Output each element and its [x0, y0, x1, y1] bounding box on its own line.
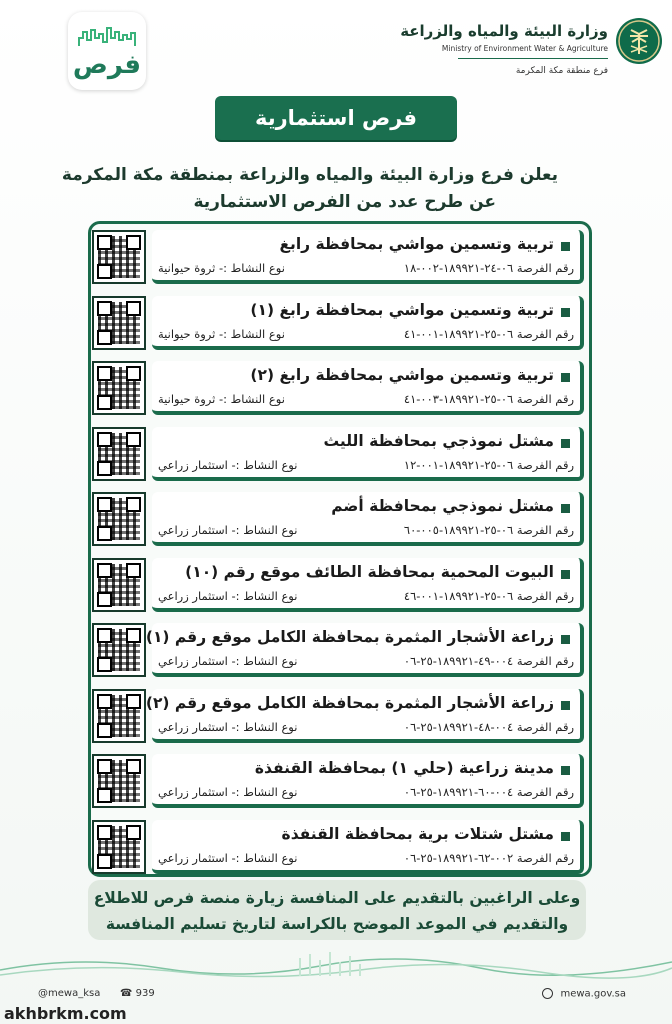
opportunity-activity: نوع النشاط :- استثمار زراعي [158, 654, 298, 668]
qr-code-icon[interactable] [92, 820, 146, 874]
qr-corner [97, 497, 112, 512]
qr-code-icon[interactable] [92, 623, 146, 677]
opportunity-info [145, 689, 584, 743]
bullet-icon [561, 439, 570, 448]
bullet-icon [561, 635, 570, 644]
opportunity-name: مشتل نموذجي بمحافظة الليث [323, 431, 554, 450]
opportunity-activity: نوع النشاط :- ثروة حيوانية [158, 261, 285, 275]
opportunity-activity: نوع النشاط :- ثروة حيوانية [158, 392, 285, 406]
opportunity-number: رقم الفرصة ٠٦-٢٤-١٨٩٩٢١-٠٠٢-١٨ [403, 261, 574, 275]
qr-code-icon[interactable] [92, 361, 146, 415]
skyline-icon [78, 26, 136, 48]
decorative-waves [0, 950, 672, 980]
opportunity-name: مدينة زراعية (حلي ١) بمحافظة القنفذة [254, 759, 554, 777]
opportunity-activity: نوع النشاط :- استثمار زراعي [158, 588, 298, 603]
intro-line-2: عن طرح عدد من الفرص الاستثمارية [193, 192, 496, 212]
opportunity-name: مشتل نموذجي بمحافظة أضم [331, 497, 554, 515]
qr-corner [126, 432, 141, 447]
opportunity-number: رقم الفرصة ٠٦-٢٥-١٨٩٩٢١-٠٠٣-٤١ [403, 392, 574, 406]
qr-corner [126, 301, 141, 316]
opportunity-card [92, 687, 586, 745]
opportunity-card [92, 425, 586, 483]
qr-corner [97, 854, 112, 869]
furas-logo-text: فرص [72, 50, 142, 80]
qr-corner [97, 366, 112, 381]
opportunity-name: البيوت المحمية بمحافظة الطائف موقع رقم (١٠) [185, 562, 554, 581]
qr-corner [126, 497, 141, 512]
opportunity-card [92, 752, 586, 810]
qr-corner [126, 366, 141, 381]
bullet-icon [561, 766, 570, 775]
opportunity-activity: نوع النشاط :- استثمار زراعي [158, 850, 298, 865]
divider [458, 58, 608, 59]
furas-logo [68, 12, 146, 90]
opportunity-card [92, 359, 586, 417]
branch-name: فرع منطقة مكة المكرمة [515, 66, 608, 76]
opportunity-info [152, 558, 584, 612]
opportunity-info [152, 754, 584, 808]
qr-corner [126, 235, 141, 250]
opportunity-number: رقم الفرصة ٠٠٤-٤٩-١٨٩٩٢١-٢٥-٠٦ [403, 654, 574, 668]
watermark: akhbrkm.com [4, 1004, 127, 1023]
qr-corner [97, 301, 112, 316]
qr-code-icon[interactable] [92, 230, 146, 284]
opportunity-name: تربية وتسمين مواشي بمحافظة رابغ [279, 235, 554, 253]
bullet-icon [561, 701, 570, 710]
page-title: فرص استثمارية [215, 96, 457, 140]
opportunity-name: تربية وتسمين مواشي بمحافظة رابغ (١) [250, 300, 554, 319]
opportunity-number: رقم الفرصة ٠٠٢-٦٢-١٨٩٩٢١-٢٥-٠٦ [403, 850, 574, 865]
palm-emblem-icon [616, 18, 662, 64]
bullet-icon [561, 308, 570, 317]
globe-icon [542, 988, 553, 999]
opportunity-number: رقم الفرصة ٠٦-٢٥-١٨٩٩٢١-٠٠١-١٢ [403, 457, 574, 472]
social-handle[interactable]: @mewa_ksa [38, 988, 101, 999]
qr-corner [97, 395, 112, 410]
ministry-name-en: Ministry of Environment Water & Agriculture [441, 44, 608, 53]
footer-note [88, 880, 586, 940]
qr-corner [97, 825, 112, 840]
opportunity-info [152, 361, 584, 415]
opportunity-card [92, 490, 586, 548]
opportunity-name: تربية وتسمين مواشي بمحافظة رابغ (٢) [250, 366, 554, 384]
opportunity-activity: نوع النشاط :- استثمار زراعي [158, 785, 298, 799]
opportunity-info [152, 820, 584, 874]
phone-value: 939 [135, 988, 155, 999]
qr-corner [97, 788, 112, 803]
opportunity-card [92, 228, 586, 286]
opportunity-info [152, 492, 584, 546]
opportunity-card [92, 818, 586, 876]
qr-corner [97, 432, 112, 447]
opportunity-name: زراعة الأشجار المثمرة بمحافظة الكامل موقع رقم (١) [145, 628, 554, 646]
opportunity-card [92, 621, 586, 679]
bullet-icon [561, 373, 570, 382]
opportunity-number: رقم الفرصة ٠٦-٢٥-١٨٩٩٢١-٠٠١-٤٦ [403, 588, 574, 603]
opportunity-info [152, 296, 584, 350]
qr-code-icon[interactable] [92, 558, 146, 612]
qr-corner [97, 628, 112, 643]
qr-code-icon[interactable] [92, 296, 146, 350]
bullet-icon [561, 832, 570, 841]
ministry-logo [400, 16, 662, 86]
opportunity-card [92, 294, 586, 352]
intro-text [60, 162, 558, 216]
opportunity-name: مشتل شتلات برية بمحافظة القنفذة [281, 824, 554, 843]
qr-corner [97, 657, 112, 672]
website-value: mewa.gov.sa [560, 988, 626, 1000]
qr-corner [97, 235, 112, 250]
opportunity-number: رقم الفرصة ٠٠٤-٤٨-١٨٩٩٢١-٢٥-٠٦ [403, 719, 574, 734]
qr-corner [126, 694, 141, 709]
qr-corner [97, 526, 112, 541]
opportunity-activity: نوع النشاط :- ثروة حيوانية [158, 326, 285, 341]
phone-icon: ☎ [120, 988, 133, 999]
qr-corner [126, 563, 141, 578]
bullet-icon [561, 504, 570, 513]
opportunity-info [145, 623, 584, 677]
contact-bar [0, 984, 672, 1006]
qr-corner [126, 825, 141, 840]
qr-code-icon[interactable] [92, 427, 146, 481]
qr-corner [97, 264, 112, 279]
bullet-icon [561, 570, 570, 579]
opportunity-activity: نوع النشاط :- استثمار زراعي [158, 719, 298, 734]
website-link[interactable] [542, 988, 626, 1000]
opportunity-info [152, 230, 584, 284]
opportunity-info [152, 427, 584, 481]
qr-corner [97, 330, 112, 345]
qr-code-icon[interactable] [92, 689, 146, 743]
qr-corner [97, 759, 112, 774]
footer-line-2: والتقديم في الموعد الموضح بالكراسة لتاريخ تسليم المنافسة [105, 915, 569, 933]
qr-corner [97, 592, 112, 607]
opportunity-name: زراعة الأشجار المثمرة بمحافظة الكامل موقع رقم (٢) [145, 693, 554, 712]
qr-code-icon[interactable] [92, 492, 146, 546]
qr-corner [126, 759, 141, 774]
qr-corner [97, 563, 112, 578]
opportunity-card [92, 556, 586, 614]
qr-corner [126, 628, 141, 643]
qr-corner [97, 723, 112, 738]
bullet-icon [561, 242, 570, 251]
phone-number[interactable] [120, 988, 155, 999]
footer-line-1: وعلى الراغبين بالتقديم على المنافسة زيارة منصة فرص للاطلاع [93, 889, 581, 907]
opportunity-number: رقم الفرصة ٠٦-٢٥-١٨٩٩٢١-٠٠١-٤١ [403, 326, 574, 341]
qr-code-icon[interactable] [92, 754, 146, 808]
qr-corner [97, 694, 112, 709]
opportunity-number: رقم الفرصة ٠٠٤-٦٠-١٨٩٩٢١-٢٥-٠٦ [403, 785, 574, 799]
opportunity-number: رقم الفرصة ٠٦-٢٥-١٨٩٩٢١-٠٠٥-٦٠ [403, 523, 574, 537]
opportunity-activity: نوع النشاط :- استثمار زراعي [158, 457, 298, 472]
qr-corner [97, 461, 112, 476]
ministry-name-ar: وزارة البيئة والمياه والزراعة [400, 22, 608, 40]
intro-line-1: يعلن فرع وزارة البيئة والمياه والزراعة بمنطقة مكة المكرمة [61, 165, 558, 185]
opportunity-activity: نوع النشاط :- استثمار زراعي [158, 523, 298, 537]
